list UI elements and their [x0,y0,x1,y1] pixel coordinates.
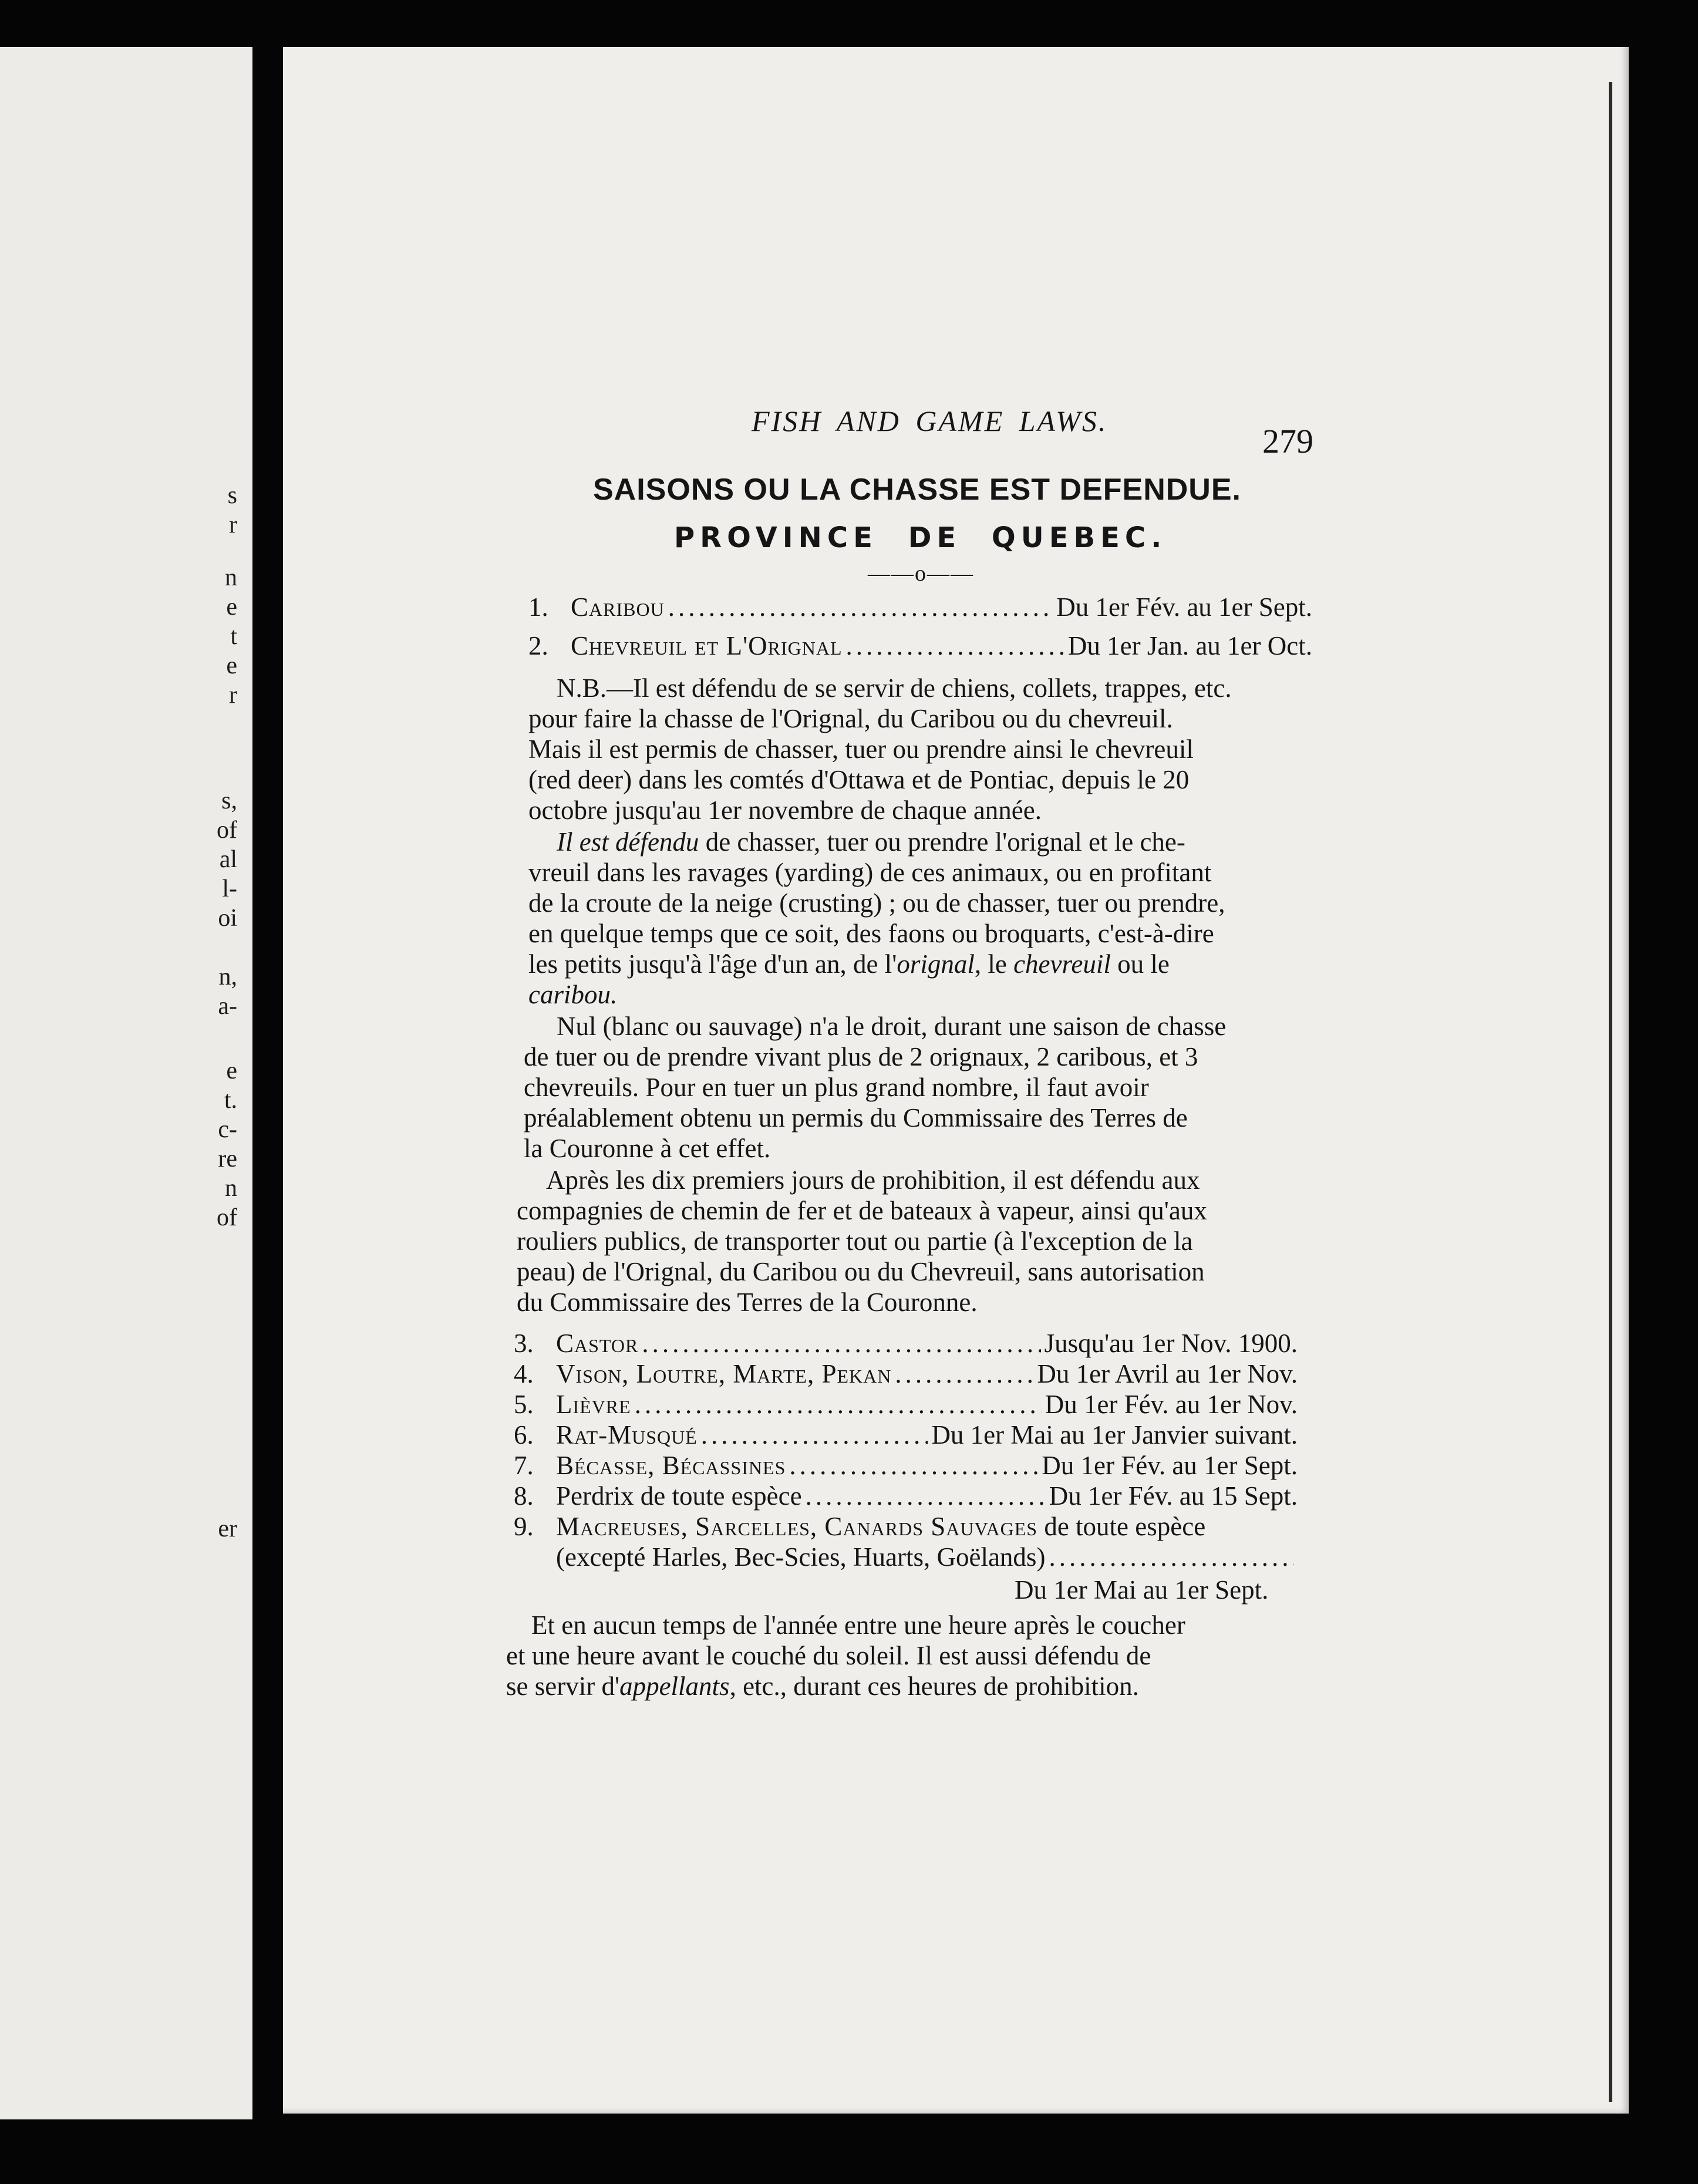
season-dates: Du 1er Jan. au 1er Oct. [1067,631,1312,660]
line-text: de chasser, tuer ou prendre l'orignal et le che- [699,827,1185,857]
item-number: 6. [514,1420,534,1450]
facing-page-fragment: al [219,846,237,873]
facing-page-fragment: n [225,1175,237,1202]
line-text: de toute espèce [1037,1512,1206,1541]
season-dates: Du 1er Mai au 1er Janvier suivant. [931,1420,1298,1450]
item-number: 2. [528,631,548,660]
species-name: Castor [556,1329,639,1358]
item-number: 4. [514,1359,534,1388]
facing-page-fragment: s, [221,787,237,814]
season-row [514,1452,1298,1479]
paragraph-line: Nul (blanc ou sauvage) n'a le droit, durant une saison de chasse [557,1012,1227,1041]
paragraph-line: et une heure avant le couché du soleil. Il est aussi défendu de [506,1641,1151,1670]
italic-word: chevreuil [1013,949,1111,979]
species-name: Rat-Musqué [556,1420,698,1450]
paragraph-line: vreuil dans les ravages (yarding) de ces animaux, ou en profitant [528,858,1212,887]
leader-dots [668,594,1053,621]
item-number: 1. [528,592,548,622]
running-head: FISH AND GAME LAWS. [752,405,1108,437]
page-number: 279 [1262,422,1313,460]
paragraph-line: Après les dix premiers jours de prohibition, il est défendu aux [546,1165,1200,1195]
paragraph-line: de la croute de la neige (crusting) ; ou de chasser, tuer ou prendre, [528,888,1225,918]
species-name: Perdrix de toute espèce [556,1481,802,1511]
leader-dots [635,1391,1042,1418]
facing-page-fragment: er [218,1515,237,1542]
facing-page-fragment: e [226,652,237,679]
paragraph-line: préalablement obtenu un permis du Commissaire des Terres de [524,1103,1188,1133]
italic-phrase: Il est défendu [557,827,699,857]
separator-ornament: ——o—— [868,561,974,586]
species-name: Caribou [571,592,665,622]
paragraph-line: rouliers publics, de transporter tout ou partie (à l'exception de la [517,1226,1193,1256]
paragraph-line [528,951,1170,978]
line-text: se servir d' [506,1671,620,1701]
leader-dots [789,1452,1038,1479]
paragraph-line: (red deer) dans les comtés d'Ottawa et de Pontiac, depuis le 20 [528,765,1190,794]
paragraph-line: Et en aucun temps de l'année entre une heure après le coucher [531,1610,1185,1640]
facing-page-fragment: s [227,482,237,509]
facing-page-fragment: oi [218,905,237,932]
season-dates: Jusqu'au 1er Nov. 1900. [1044,1329,1298,1358]
season-row [528,594,1312,621]
species-name: Macreuses, Sarcelles, Canards Sauvages [556,1512,1038,1541]
paragraph-line: chevreuils. Pour en tuer un plus grand nombre, il faut avoir [524,1073,1149,1102]
item-number: 5. [514,1390,534,1419]
paragraph-line: N.B.—Il est défendu de se servir de chiens, collets, trappes, etc. [557,673,1232,703]
paragraph-line: compagnies de chemin de fer et de bateaux à vapeur, ainsi qu'aux [517,1196,1207,1225]
leader-dots [642,1330,1040,1357]
item-number: 3. [514,1329,534,1358]
season-row [514,1422,1298,1448]
facing-page-fragment: r [229,682,237,709]
line-text: ou le [1110,949,1170,979]
leader-dots [846,633,1064,659]
facing-page-fragment: c- [218,1116,237,1143]
facing-page-fragment: of [217,1204,237,1231]
season-dates: Du 1er Mai au 1er Sept. [1015,1575,1269,1605]
facing-page-fragment: of [217,817,237,844]
season-row [514,1330,1298,1357]
facing-page-fragment: t. [224,1087,237,1114]
species-name: Bécasse, Bécassines [556,1451,786,1480]
facing-page [0,47,252,2119]
season-row-9-continued [556,1544,1298,1570]
facing-page-fragment: l- [222,875,237,902]
leader-dots [1049,1544,1294,1570]
paragraph-line: pour faire la chasse de l'Orignal, du Caribou ou du chevreuil. [528,704,1173,733]
item-number: 8. [514,1481,534,1511]
species-name: Lièvre [556,1390,631,1419]
season-dates: Du 1er Avril au 1er Nov. [1037,1359,1298,1388]
paragraph-line: caribou. [528,980,618,1009]
item-number: 9. [514,1512,534,1541]
season-dates: Du 1er Fév. au 15 Sept. [1049,1481,1298,1511]
paragraph-line: du Commissaire des Terres de la Couronne. [517,1288,978,1317]
page-title: SAISONS OU LA CHASSE EST DEFENDUE. [593,473,1241,507]
facing-page-fragment: n [225,564,237,591]
paragraph-line [557,829,1185,855]
line-text: , le [974,949,1014,979]
facing-page-fragment: a- [218,993,237,1020]
season-row [514,1391,1298,1418]
leader-dots [895,1361,1033,1387]
season-row [514,1361,1298,1387]
leader-dots [701,1422,928,1448]
paragraph-line: de tuer ou de prendre vivant plus de 2 orignaux, 2 caribous, et 3 [524,1042,1198,1071]
season-row [514,1483,1298,1509]
season-row-9 [514,1514,1205,1540]
season-dates: Du 1er Fév. au 1er Sept. [1056,592,1312,622]
page-edge-shadow [1609,82,1612,2102]
season-row [528,633,1312,659]
facing-page-fragment: e [226,1057,237,1084]
paragraph-line: en quelque temps que ce soit, des faons ou broquarts, c'est-à-dire [528,919,1214,948]
item-number: 7. [514,1451,534,1480]
page-subtitle: PROVINCE DE QUEBEC. [674,521,1167,554]
species-name: Chevreuil et L'Orignal [571,631,843,660]
species-exceptions: (excepté Harles, Bec-Scies, Huarts, Goëlands) [556,1542,1046,1572]
paragraph-line: Mais il est permis de chasser, tuer ou prendre ainsi le chevreuil [528,734,1194,764]
facing-page-fragment: t [230,623,237,650]
paragraph-line: la Couronne à cet effet. [524,1134,771,1163]
line-text: les petits jusqu'à l'âge d'un an, de l' [528,949,897,979]
season-dates: Du 1er Fév. au 1er Sept. [1042,1451,1298,1480]
facing-page-fragment: n, [218,963,237,990]
paragraph-line: peau) de l'Orignal, du Caribou ou du Chevreuil, sans autorisation [517,1257,1205,1286]
italic-word: appellants [619,1671,730,1701]
facing-page-fragment: e [226,594,237,621]
leader-dots [806,1483,1046,1509]
italic-word: orignal [897,949,975,979]
paragraph-line: octobre jusqu'au 1er novembre de chaque année. [528,796,1042,825]
facing-page-fragment: r [229,511,237,538]
species-name: Vison, Loutre, Marte, Pekan [556,1359,892,1388]
season-dates: Du 1er Fév. au 1er Nov. [1045,1390,1298,1419]
facing-page-fragment: re [218,1145,237,1172]
paragraph-line [506,1673,1139,1700]
line-text: , etc., durant ces heures de prohibition. [729,1671,1139,1701]
